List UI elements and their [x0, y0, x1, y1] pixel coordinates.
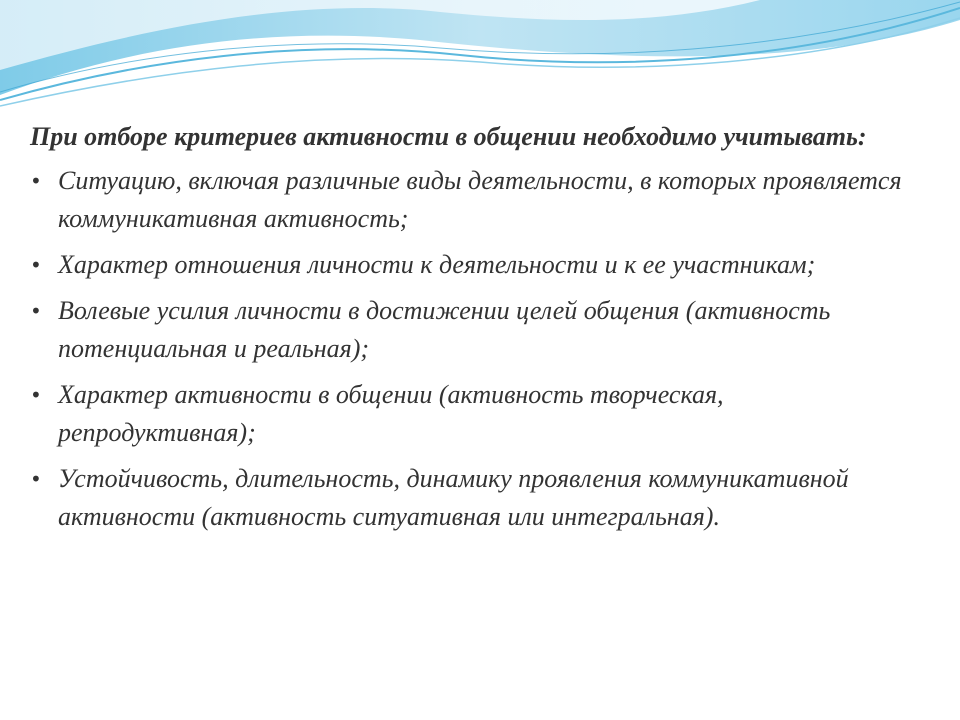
list-item-text: Характер отношения личности к деятельности и к ее участникам; — [58, 250, 816, 279]
list-item-text: Волевые усилия личности в достижении целей общения (активность потенциальная и реальная); — [58, 296, 831, 363]
bullet-icon: • — [30, 383, 42, 407]
bullet-icon: • — [30, 467, 42, 491]
bullet-icon: • — [30, 169, 42, 193]
list-item — [30, 376, 910, 452]
bullet-icon: • — [30, 253, 42, 277]
list-item-text: Ситуацию, включая различные виды деятельности, в которых проявляется коммуникативная активность; — [58, 166, 902, 233]
list-item-text: Устойчивость, длительность, динамику проявления коммуникативной активности (активность ситуативная или интегральная). — [58, 464, 849, 531]
list-item-text: Характер активности в общении (активность творческая, репродуктивная); — [58, 380, 724, 447]
list-item — [30, 246, 910, 284]
criteria-list — [30, 162, 910, 536]
decorative-wave-header — [0, 0, 960, 120]
intro-heading: При отборе критериев активности в общении необходимо учитывать: — [30, 122, 867, 151]
bullet-icon: • — [30, 299, 42, 323]
slide-content — [30, 118, 910, 544]
list-item — [30, 460, 910, 536]
list-item — [30, 292, 910, 368]
list-item — [30, 162, 910, 238]
